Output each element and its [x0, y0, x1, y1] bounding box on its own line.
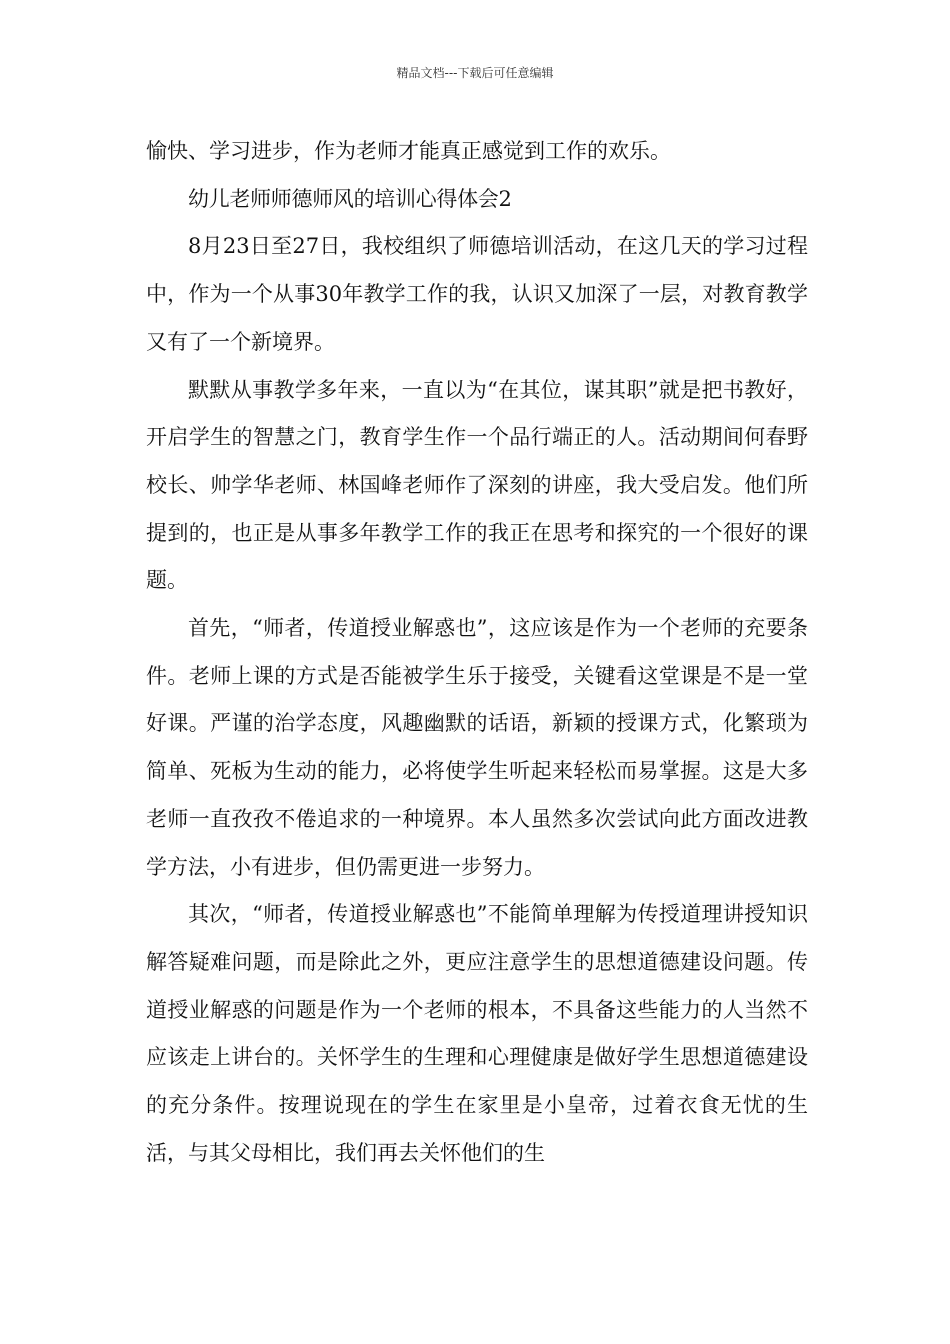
body-paragraph: 8月23日至27日，我校组织了师德培训活动，在这几天的学习过程中，作为一个从事30年教学工作的我，认识又加深了一层，对教育教学又有了一个新境界。: [146, 234, 808, 354]
continuation-paragraph: 愉快、学习进步，作为老师才能真正感觉到工作的欢乐。: [146, 139, 671, 163]
body-paragraph: 默默从事教学多年来，一直以为“在其位，谋其职”就是把书教好，开启学生的智慧之门，教育学生作一个品行端正的人。活动期间何春野校长、帅学华老师、林国峰老师作了深刻的讲座，我大受启发。他们所提到的，也正是从事多年教学工作的我正在思考和探究的一个很好的课题。: [146, 377, 808, 593]
body-paragraph: 首先，“师者，传道授业解惑也”，这应该是作为一个老师的充要条件。老师上课的方式是否能被学生乐于接受，关键看这堂课是不是一堂好课。严谨的治学态度，风趣幽默的话语，新颖的授课方式，化繁琐为简单、死板为生动的能力，必将使学生听起来轻松而易掌握。这是大多老师一直孜孜不倦追求的一种境界。本人虽然多次尝试向此方面改进教学方法，小有进步，但仍需更进一步努力。: [146, 616, 808, 879]
body-paragraph: 其次，“师者，传道授业解惑也”不能简单理解为传授道理讲授知识解答疑难问题，而是除此之外，更应注意学生的思想道德建设问题。传道授业解惑的问题是作为一个老师的根本，不具备这些能力的人当然不应该走上讲台的。关怀学生的生理和心理健康是做好学生思想道德建设的充分条件。按理说现在的学生在家里是小皇帝，过着衣食无忧的生活，与其父母相比，我们再去关怀他们的生: [146, 902, 808, 1165]
section-title: 幼儿老师师德师风的培训心得体会2: [188, 186, 512, 211]
document-body: [146, 128, 808, 1177]
page-header: 精品文档---下载后可任意编辑: [396, 66, 554, 80]
